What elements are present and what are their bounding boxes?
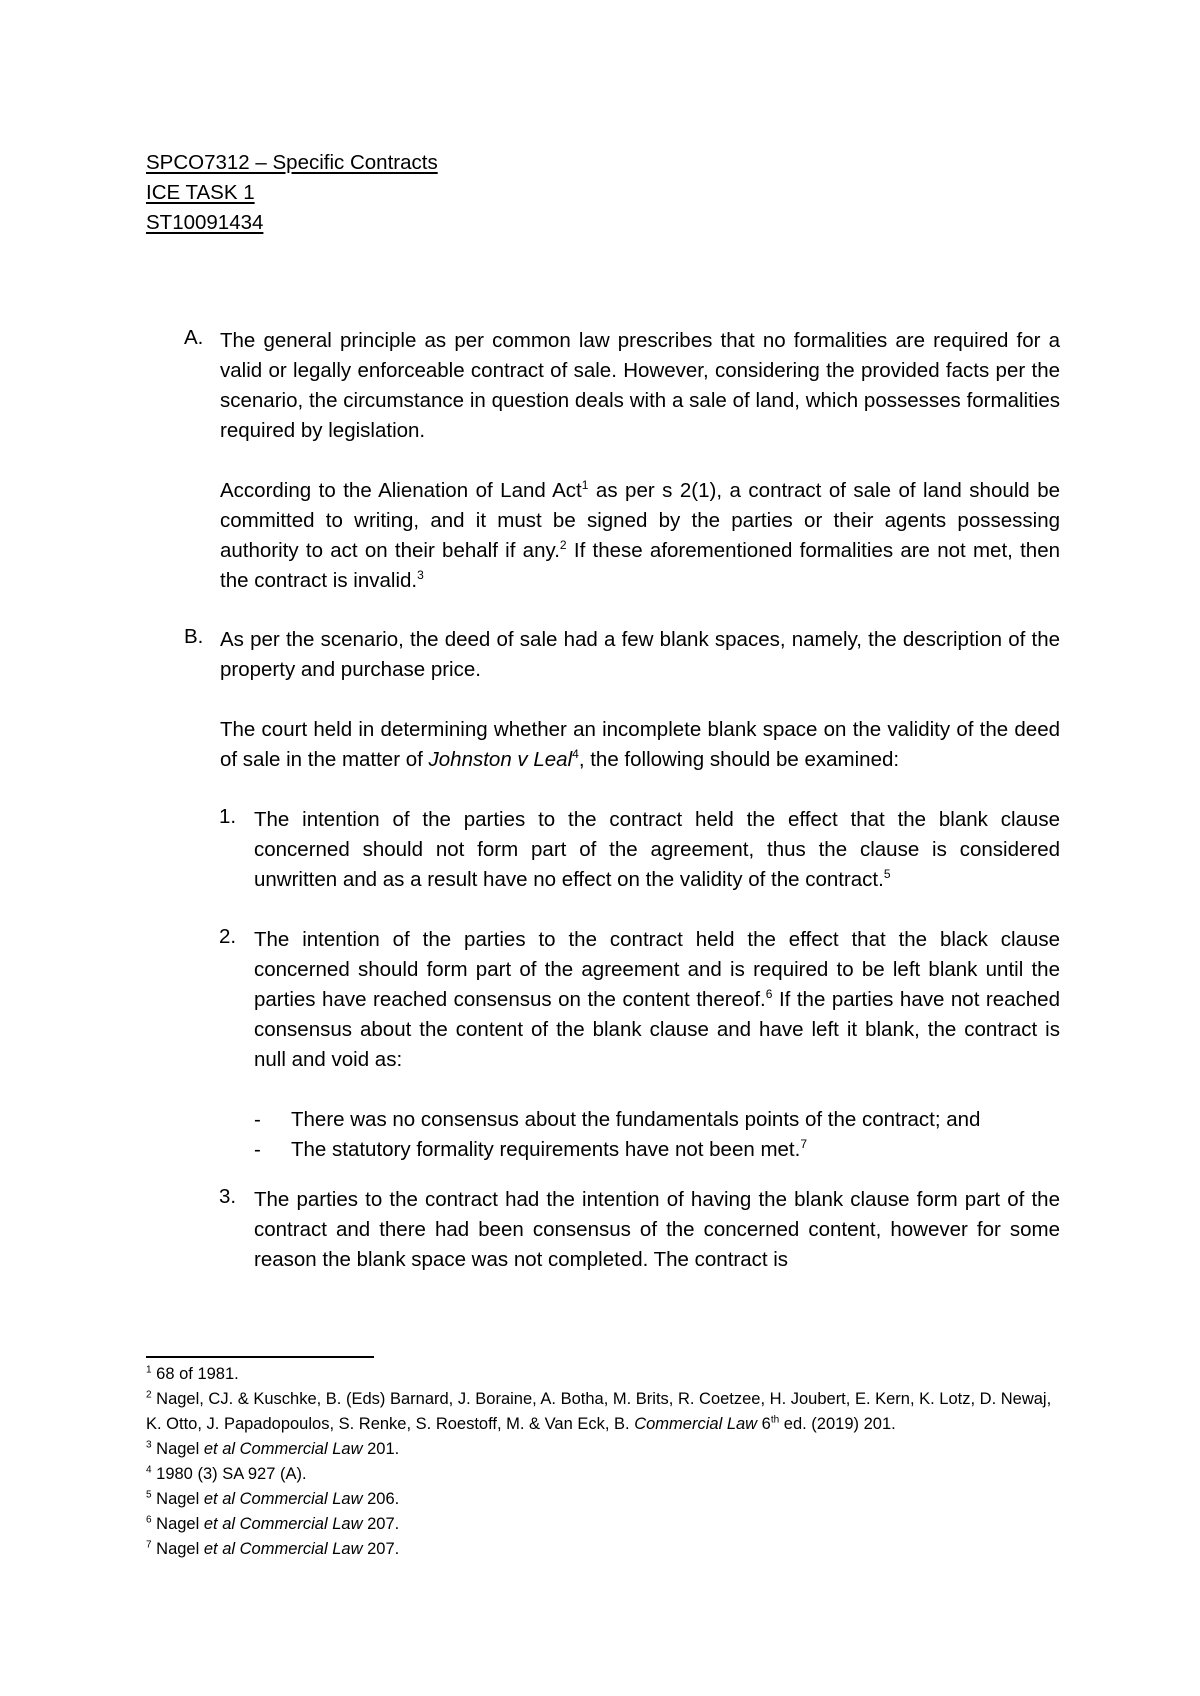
bullet-item: - The statutory formality requirements have not been met.$^7$ <box>254 1137 808 1161</box>
section-b-marker: B. <box>184 625 204 648</box>
document-header <box>146 148 438 238</box>
student-number: ST10091434 <box>146 211 264 234</box>
list-item-1: 1. The intention of the parties to the contract held the effect that the blank clause concerned should not form part of the agreement, thus the clause is considered unwritten and as a result have no effect on the validity of the contract.$^5$ <box>219 805 1060 891</box>
section-b-paragraph-2: The court held in determining whether an incomplete blank space on the validity of the deed of sale in the matter of Johnston v Leal$^4$, the following should be examined: <box>220 718 1060 771</box>
examined-list-2 <box>146 925 1060 1165</box>
section-b-paragraph-1: As per the scenario, the deed of sale had a few blank spaces, namely, the description of the property and purchase price. <box>220 628 1060 681</box>
section-b <box>146 625 1060 775</box>
list-item-2: 2. The intention of the parties to the contract held the effect that the black clause concerned should form part of the agreement and is required to be left blank until the parties have reached consensus on the content thereof.$^6$ If the parties have not reached consensus about the content of the blank clause and have left it blank, the contract is null and void as: <box>219 925 1060 1071</box>
course-title: SPCO7312 – Specific Contracts <box>146 151 438 174</box>
footnote-separator <box>146 1356 374 1358</box>
footnote-ref-3: 3 <box>417 568 424 583</box>
examined-list <box>146 805 1060 895</box>
examined-list-3 <box>146 1185 1060 1275</box>
section-a-marker: A. <box>184 326 204 349</box>
footnote-3: $^3$ Nagel et al Commercial Law 201. <box>146 1439 400 1458</box>
footnotes <box>146 1362 1066 1562</box>
footnote-7: $^7$ Nagel et al Commercial Law 207. <box>146 1539 400 1558</box>
footnote-ref-1: 1 <box>581 478 589 493</box>
task-title: ICE TASK 1 <box>146 181 255 204</box>
footnote-ref-6: 6 <box>765 987 773 1002</box>
footnote-2: $^2$ Nagel, CJ. & Kuschke, B. (Eds) Barnard, J. Boraine, A. Botha, M. Brits, R. Coetzee, H. Joubert, E. Kern, K. Lotz, D. Newaj, K. Otto, J. Papadopoulos, S. Renke, S. Roestoff, M. & Van Eck, B. Commercial Law 6th ed. (2019) 201. <box>146 1389 1052 1433</box>
footnote-ref-5: 5 <box>883 867 891 882</box>
footnote-6: $^6$ Nagel et al Commercial Law 207. <box>146 1514 400 1533</box>
case-name: Johnston v Leal <box>428 748 573 771</box>
footnote-ref-2: 2 <box>559 538 567 553</box>
list-item-3: 3. The parties to the contract had the intention of having the blank clause form part of the contract and there had been consensus of the concerned content, however for some reason the blank space was not completed. The contract is <box>219 1185 1060 1271</box>
section-a-paragraph-2: According to the Alienation of Land Act$^1$ as per s 2(1), a contract of sale of land should be committed to writing, and it must be signed by the parties or their agents possessing authority to act on their behalf if any.$^2$ If these aforementioned formalities are not met, then the contract is invalid.$^3$ <box>220 478 1061 592</box>
footnote-ref-4: 4 <box>572 747 579 762</box>
section-a <box>146 326 1060 596</box>
footnote-5: $^5$ Nagel et al Commercial Law 206. <box>146 1489 400 1508</box>
section-a-paragraph-1: The general principle as per common law prescribes that no formalities are required for a valid or legally enforceable contract of sale. However, considering the provided facts per the scenario, the circumstance in question deals with a sale of land, which possesses formalities required by legislation. <box>220 329 1060 442</box>
bullet-item: - There was no consensus about the fundamentals points of the contract; and <box>254 1108 981 1131</box>
footnote-ref-7: 7 <box>800 1137 808 1152</box>
footnote-4: $^4$ 1980 (3) SA 927 (A). <box>146 1464 307 1483</box>
footnote-1: $^1$ 68 of 1981. <box>146 1364 239 1383</box>
